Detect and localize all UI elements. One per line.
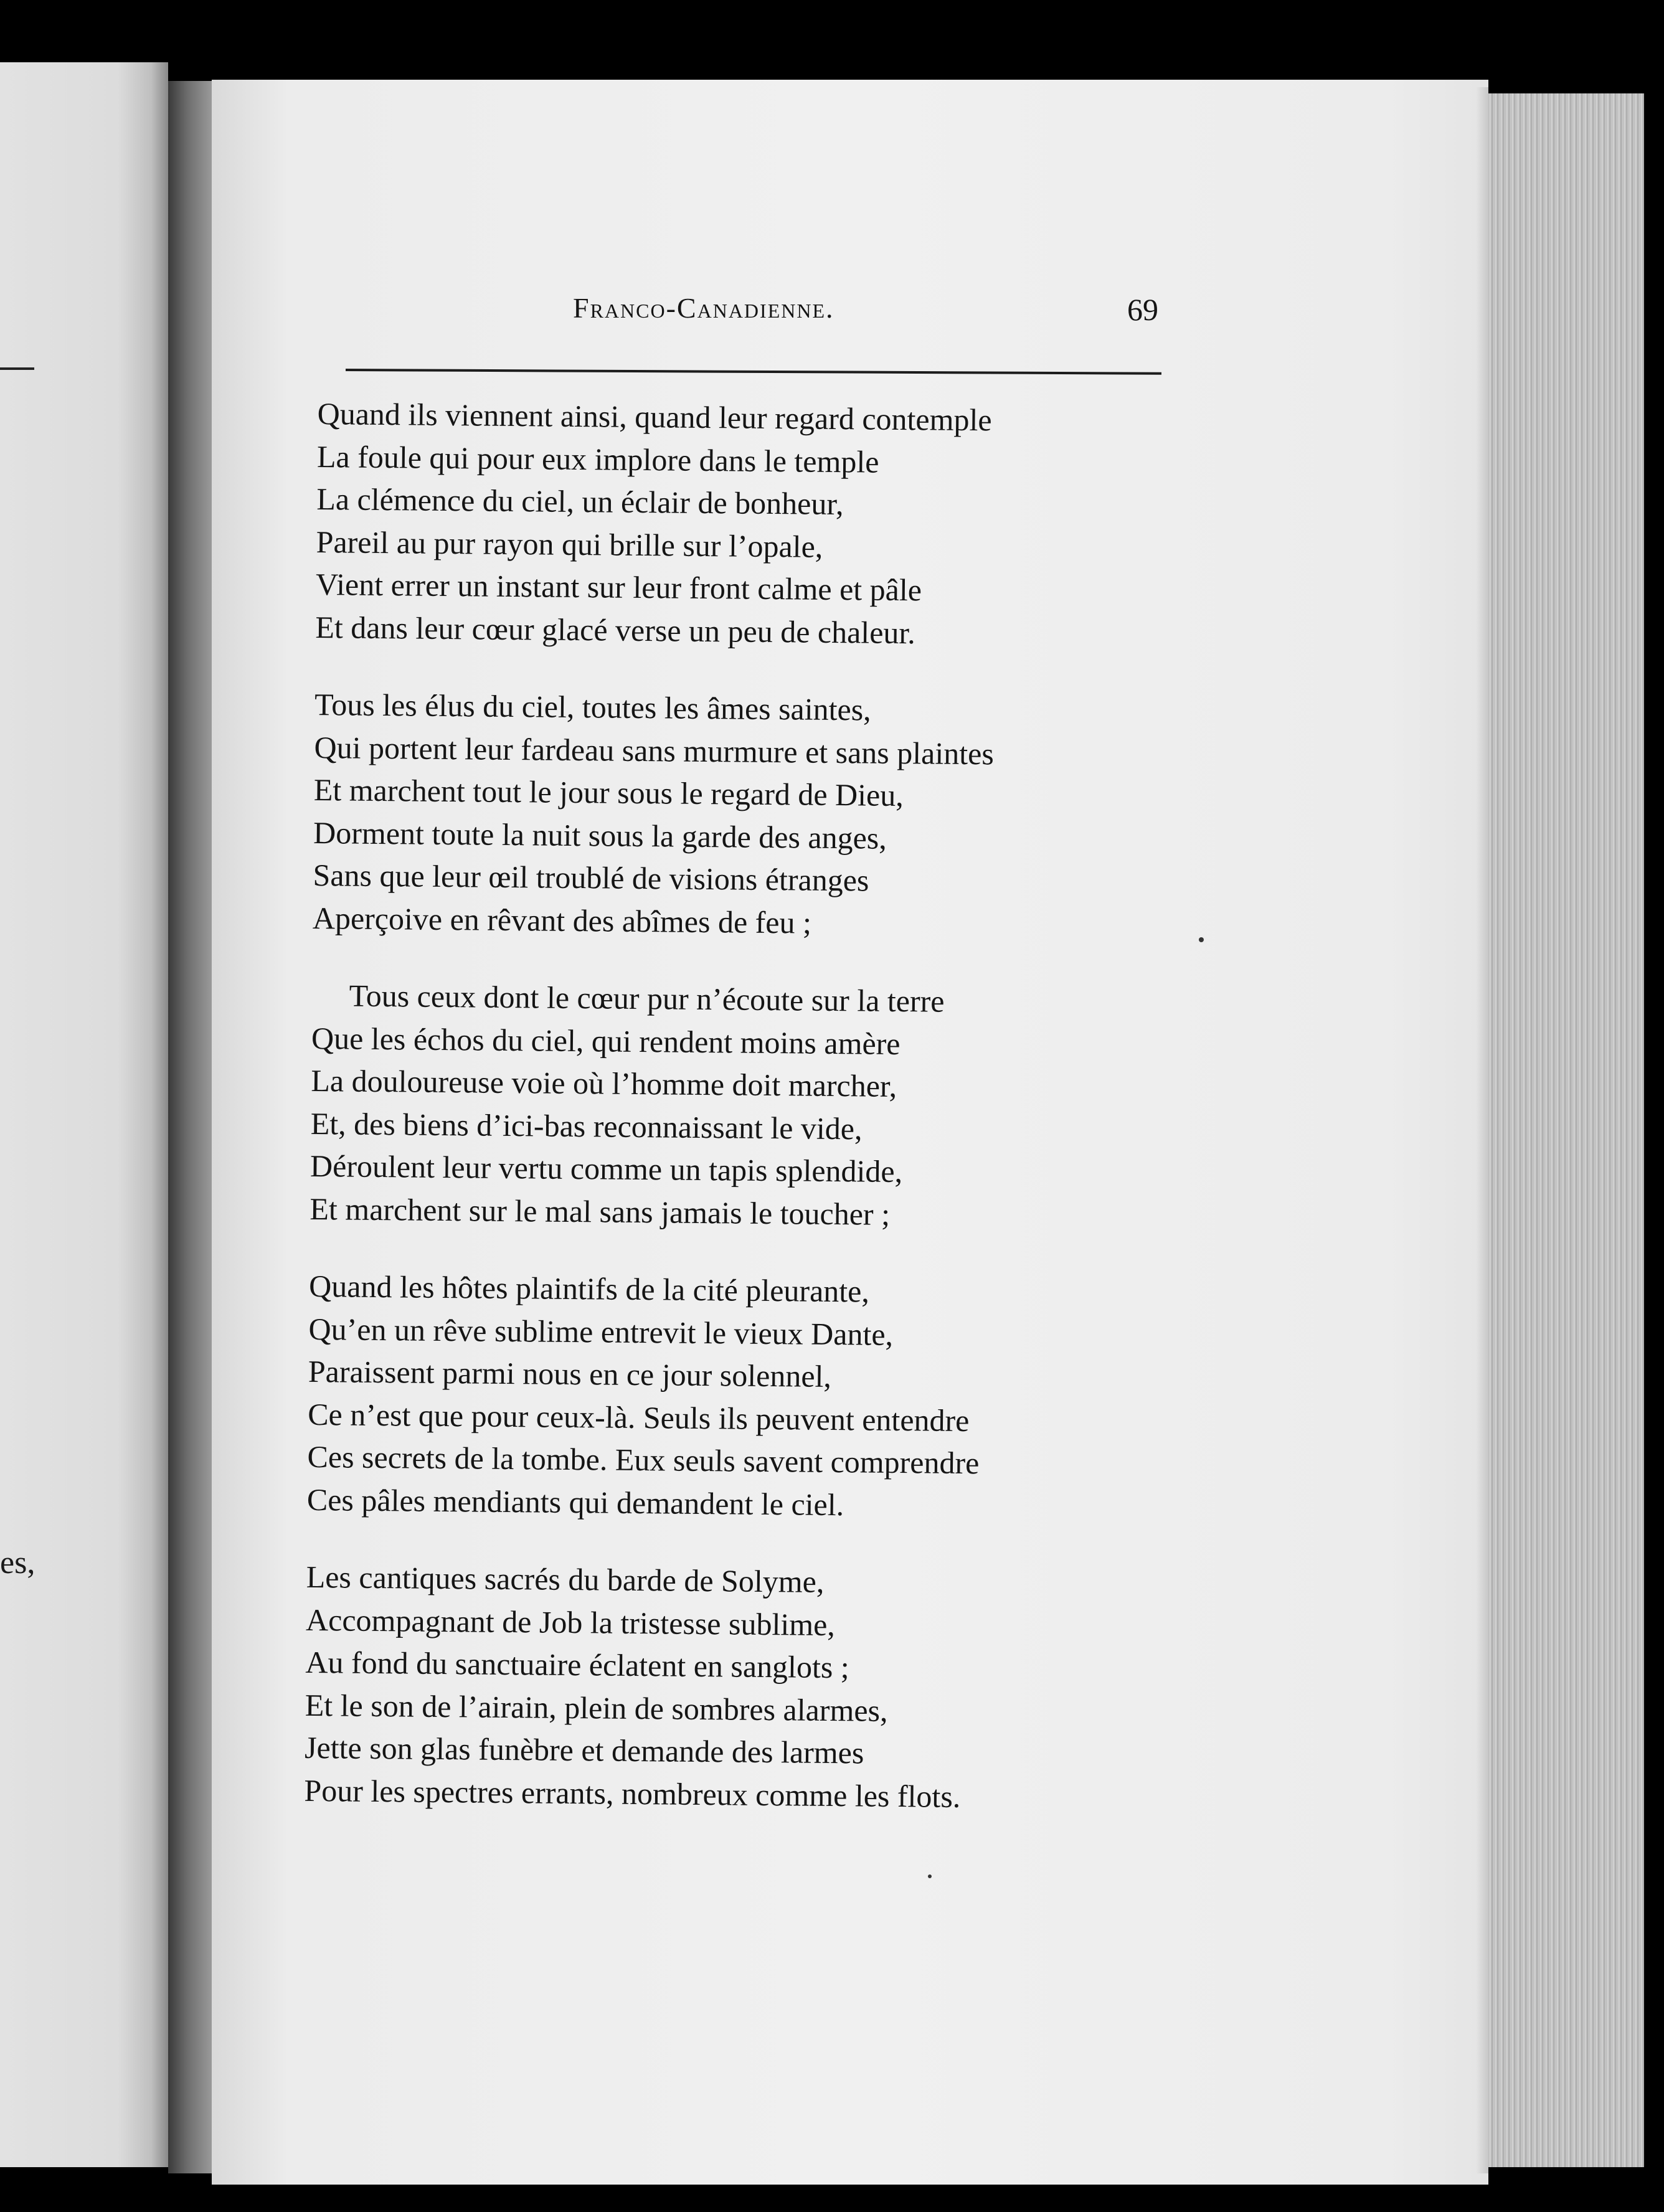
poem-line: Et dans leur cœur glacé verse un peu de chaleur. [315,609,916,650]
poem [304,392,1202,1855]
poem-line: Ces pâles mendiants qui demandent le ciel. [306,1482,844,1522]
facing-page-fragment: es, [0,1545,35,1581]
page-number: 69 [1127,292,1158,327]
poem-line: Aperçoive en rêvant des abîmes de feu ; [312,900,812,940]
poem-line: Quand ils viennent ainsi, quand leur regard contemple [317,395,992,438]
poem-line: Au fond du sanctuaire éclatent en sanglots ; [305,1644,849,1685]
poem-line: Paraissent parmi nous en ce jour solennel, [308,1353,832,1394]
facing-page [0,62,168,2167]
poem-line: Sans que leur œil troublé de visions étranges [313,857,869,898]
facing-page-rule [0,367,34,370]
scan-speck [928,1874,932,1878]
poem-line: Ces secrets de la tombe. Eux seuls savent comprendre [307,1439,980,1481]
page-edges [1488,93,1644,2167]
poem-line: Qu’en un rêve sublime entrevit le vieux Dante, [308,1311,894,1352]
running-head: Franco-Canadienne. [573,292,834,324]
poem-line: Et, des biens d’ici-bas reconnaissant le vide, [310,1105,863,1146]
poem-line: Les cantiques sacrés du barde de Solyme, [306,1559,825,1599]
poem-line: Pareil au pur rayon qui brille sur l’opale, [316,524,823,564]
poem-line: Tous ceux dont le cœur pur n’écoute sur la terre [349,978,945,1019]
poem-line: Accompagnant de Job la tristesse sublime, [305,1602,836,1642]
poem-line: Et le son de l’airain, plein de sombres alarmes, [305,1687,888,1728]
stanza [315,392,1202,657]
poem-line: Et marchent sur le mal sans jamais le toucher ; [310,1191,891,1232]
poem-line: La clémence du ciel, un éclair de bonheur, [316,481,844,522]
scan-speck [1199,937,1204,942]
poem-line: Quand les hôtes plaintifs de la cité pleurante, [308,1268,870,1309]
poem-line: Ce n’est que pour ceux-là. Seuls ils peuvent entendre [307,1396,970,1438]
poem-line: Et marchent tout le jour sous le regard de Dieu, [313,772,904,813]
stanza [304,1556,1191,1820]
poem-line: La douloureuse voie où l’homme doit marcher, [311,1062,897,1104]
page-header [573,291,1158,341]
stanza [310,974,1196,1239]
poem-line: Tous les élus du ciel, toutes les âmes saintes, [314,686,871,727]
poem-line: Jette son glas funèbre et demande des larmes [304,1729,864,1770]
stanza [313,683,1199,948]
poem-line: Dorment toute la nuit sous la garde des anges, [313,815,887,856]
poem-line: Qui portent leur fardeau sans murmure et sans plaintes [314,729,995,771]
poem-line: La foule qui pour eux implore dans le temple [316,438,879,480]
stanza [307,1265,1194,1529]
poem-line: Vient errer un instant sur leur front calme et pâle [315,566,922,608]
poem-line: Que les échos du ciel, qui rendent moins amère [311,1020,901,1061]
poem-line: Déroulent leur vertu comme un tapis splendide, [310,1148,903,1189]
book-gutter [168,81,212,2173]
poem-line: Pour les spectres errants, nombreux comme les flots. [304,1772,961,1814]
